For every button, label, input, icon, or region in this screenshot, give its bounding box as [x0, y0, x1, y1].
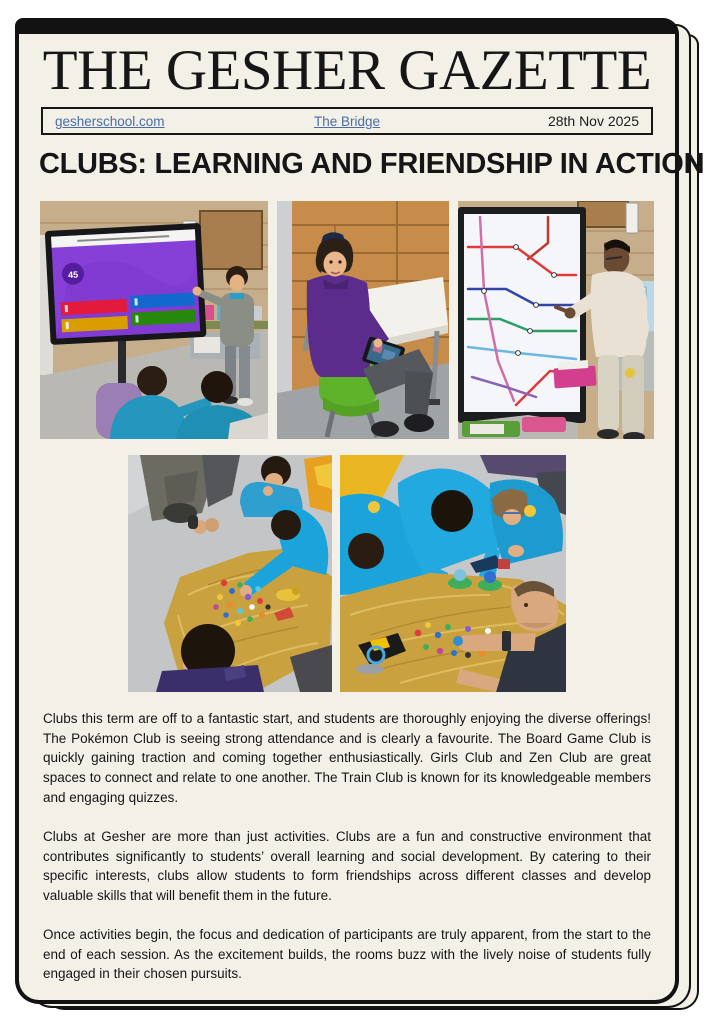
- photo-row-bottom: [19, 455, 675, 692]
- website-link[interactable]: gesherschool.com: [55, 113, 165, 129]
- photo-train-club: [458, 201, 654, 439]
- info-bar-left: [55, 114, 250, 129]
- paragraph-1: Clubs this term are off to a fantastic start, and students are thoroughly enjoying the diverse offerings! The Pokémon Club is seeing strong attendance and is clearly a favourite. The Board Game Club is quickly gaining traction and coming together enthusiastically. Girls Club and Zen Club are great spaces to connect and relate to one another. The Train Club is known for its knowledgeable members and engaging quizzes.: [43, 711, 651, 805]
- masthead-title: THE GESHER GAZETTE: [42, 39, 652, 102]
- photo-pokemon-club-1: [128, 455, 332, 692]
- svg-text:45: 45: [67, 269, 79, 281]
- bridge-link[interactable]: The Bridge: [313, 113, 381, 129]
- newsletter-page: [15, 18, 705, 1004]
- info-bar-center: [250, 114, 445, 129]
- article-headline: CLUBS: LEARNING AND FRIENDSHIP IN ACTION: [39, 148, 705, 181]
- photo-row-top: [40, 201, 654, 439]
- issue-date: 28th Nov 2025: [547, 113, 640, 130]
- photo-pokemon-club-2: [340, 455, 566, 692]
- info-bar: [41, 107, 653, 135]
- paragraph-2: Clubs at Gesher are more than just activities. Clubs are a fun and constructive environment that contributes significantly to students’ overall learning and social development. By catering to their specific interests, clubs allow students to form friendships across different classes and develop valuable skills that will benefit them in the future.: [43, 829, 651, 903]
- article-body: [43, 709, 651, 984]
- photo-tablet-boy: [277, 201, 449, 439]
- paragraph-3: Once activities begin, the focus and dedication of participants are truly apparent, from the start to the end of each session. As the excitement builds, the rooms buzz with the lively noise of students fully engaged in their chosen pursuits.: [43, 927, 651, 982]
- photo-quiz-club: [40, 201, 268, 439]
